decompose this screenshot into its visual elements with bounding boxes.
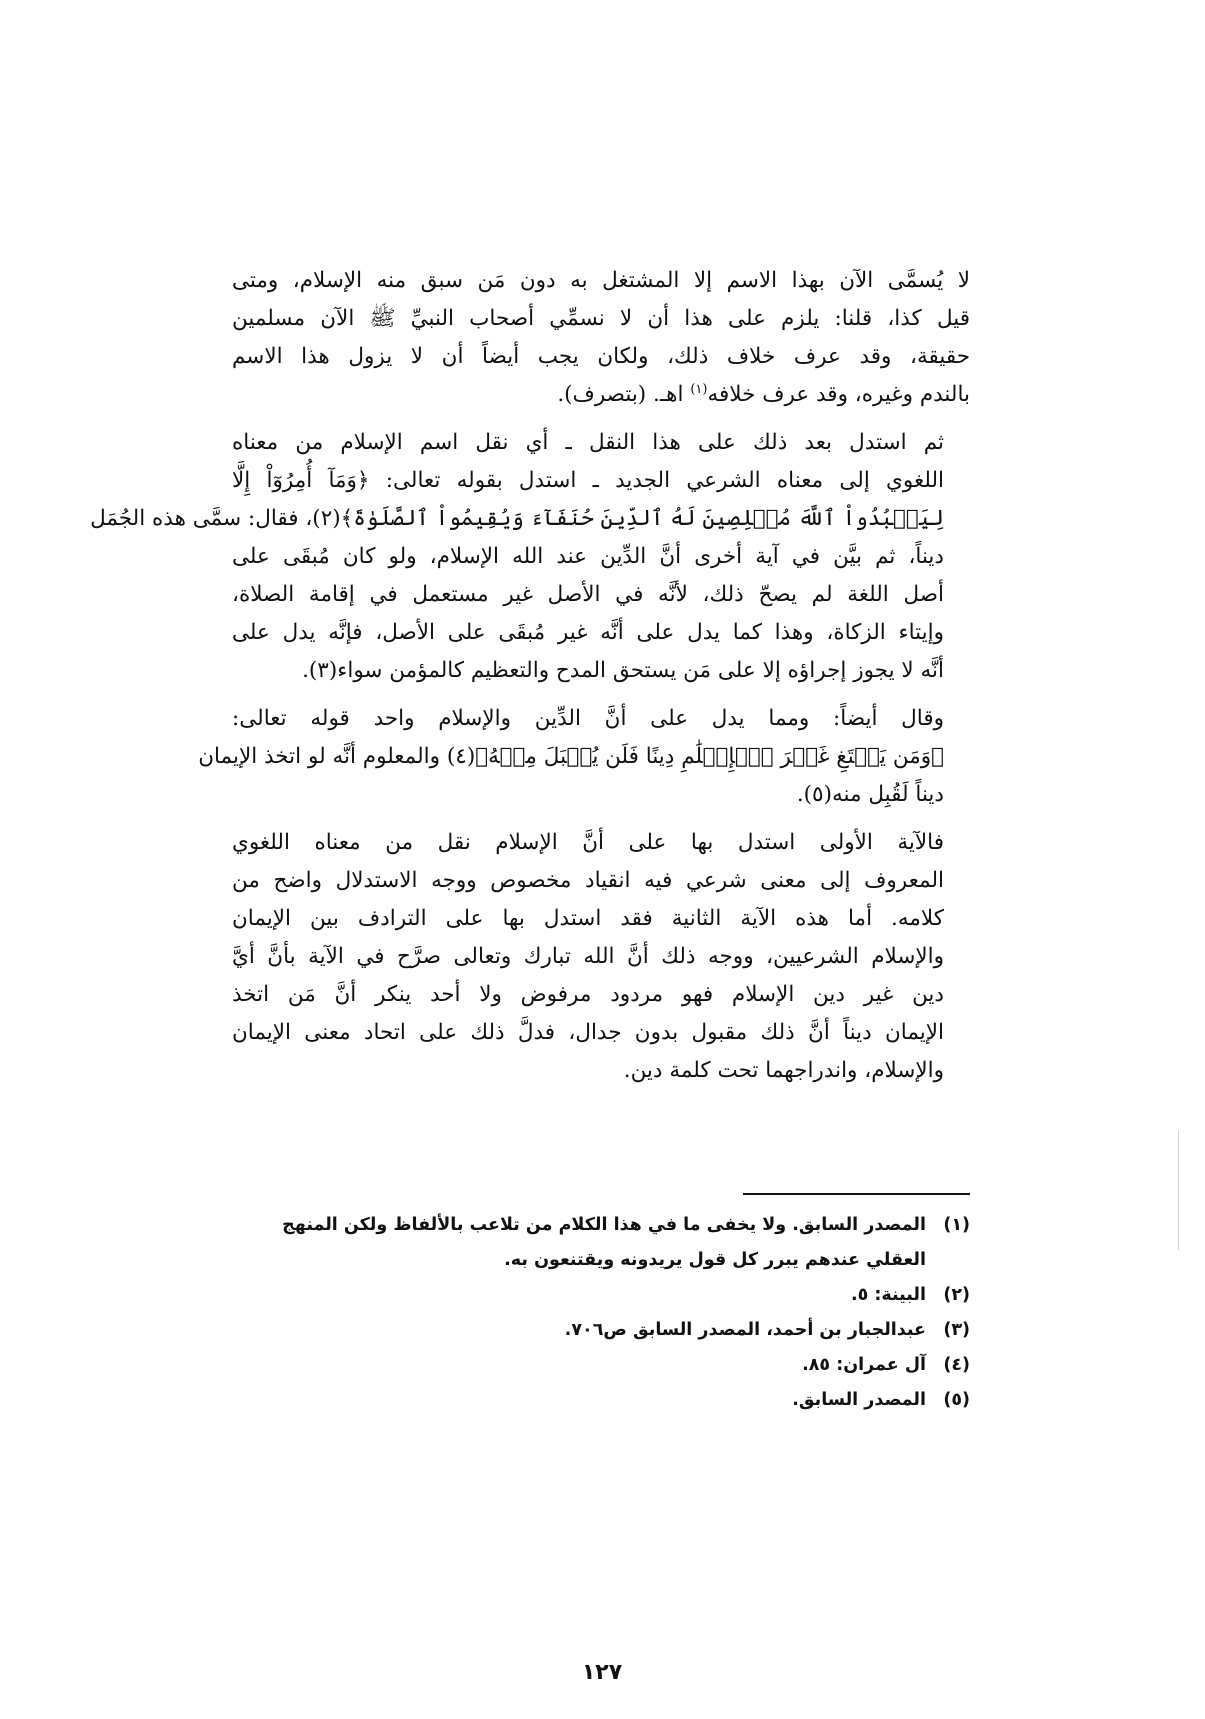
- footnote-number: (٢): [943, 1285, 970, 1305]
- footnote-text: [232, 1383, 926, 1418]
- text-line: والإسلام الشرعيين، ووجه ذلك أنَّ الله تبارك وتعالى صرَّح في الآية بأنَّ أيَّ: [232, 944, 944, 969]
- text-line: [232, 376, 970, 414]
- footnote-line: آل عمران: ٨٥.: [802, 1355, 926, 1375]
- footnote-5: [232, 1383, 970, 1418]
- main-text: [90, 262, 970, 1100]
- footnote-line: المصدر السابق. ولا يخفى ما في هذا الكلام من تلاعب بالألفاظ ولكن المنهج: [282, 1215, 926, 1235]
- text-line: ديناً، ثم بيَّن في آية أخرى أنَّ الدِّين عند الله الإسلام، ولو كان مُبقَى على: [232, 544, 944, 569]
- footnote-line: العقلي عندهم يبرر كل قول يريدونه ويقتنعون به.: [504, 1250, 926, 1270]
- footnote-3: [232, 1313, 970, 1348]
- paragraph-3: [198, 700, 970, 814]
- footnote-text: [232, 1208, 926, 1278]
- footnote-text: [232, 1348, 926, 1383]
- text-line: الإيمان ديناً أنَّ ذلك مقبول بدون جدال، فدلَّ ذلك على اتحاد معنى الإيمان: [232, 1020, 944, 1045]
- text-line: والإسلام، واندراجهما تحت كلمة دين.: [623, 1058, 944, 1083]
- text-line: قيل كذا، قلنا: يلزم على هذا أن لا نسمِّي أصحاب النبيِّ ﷺ الآن مسلمين: [232, 306, 970, 331]
- text-line: اللغوي إلى معناه الشرعي الجديد ـ استدل بقوله تعالى: ﴿وَمَآ أُمِرُوٓاْ إِلَّا: [232, 468, 944, 493]
- text-line: دين غير دين الإسلام فهو مردود مرفوض ولا أحد ينكر أنَّ مَن اتخذ: [232, 982, 944, 1007]
- text-line: كلامه. أما هذه الآية الثانية فقد استدل بها على الترادف بين الإيمان: [232, 906, 944, 931]
- footnote-separator: [743, 1193, 970, 1195]
- footnotes: [232, 1208, 970, 1418]
- footnote-2: [232, 1278, 970, 1313]
- footnote-1: [232, 1208, 970, 1278]
- text-line: وقال أيضاً: ومما يدل على أنَّ الدِّين والإسلام واحد قوله تعالى:: [232, 706, 944, 731]
- footnote-line: المصدر السابق.: [792, 1390, 926, 1410]
- footnote-line: عبدالجبار بن أحمد، المصدر السابق ص٧٠٦.: [564, 1320, 926, 1340]
- footnote-number: (٤): [943, 1355, 970, 1375]
- footnote-ref-1: (١): [690, 381, 708, 397]
- paragraph-4: [232, 824, 970, 1090]
- footnote-number: (١): [943, 1215, 970, 1235]
- paragraph-2: [90, 424, 970, 690]
- text-line: حقيقة، وقد عرف خلاف ذلك، ولكان يجب أيضاً أن لا يزول هذا الاسم: [232, 344, 970, 369]
- text-line: المعروف إلى معنى شرعي فيه انقياد مخصوص ووجه الاستدلال واضح من: [232, 868, 944, 893]
- text-line: ثم استدل بعد ذلك على هذا النقل ـ أي نقل اسم الإسلام من معناه: [232, 430, 944, 455]
- footnote-text: [232, 1278, 926, 1313]
- text-line: وإيتاء الزكاة، وهذا كما يدل على أنَّه غير مُبقَى على الأصل، فإنَّه يدل على: [232, 620, 944, 645]
- page-number: ١٢٧: [581, 1660, 623, 1685]
- text-line: فالآية الأولى استدل بها على أنَّ الإسلام نقل من معناه اللغوي: [232, 830, 944, 855]
- text-line: لِيَعۡبُدُواْ ٱللَّهَ مُخۡلِصِينَ لَهُ ٱلدِّينَ حُنَفَآءَ وَيُقِيمُواْ ٱلصَّلَوٰةَ﴾(٢)، فقال: سمَّى هذه الجُمَل: [90, 506, 944, 531]
- text-segment: اهـ. (بتصرف).: [557, 382, 691, 407]
- scan-artifact-line: [1178, 1130, 1179, 1250]
- footnote-text: [232, 1313, 926, 1348]
- footnote-number: (٥): [943, 1390, 970, 1410]
- footnote-4: [232, 1348, 970, 1383]
- text-line: أنَّه لا يجوز إجراؤه إلا على مَن يستحق المدح والتعظيم كالمؤمن سواء(٣).: [302, 658, 944, 683]
- footnote-line: البينة: ٥.: [850, 1285, 926, 1305]
- text-line: أصل اللغة لم يصحّ ذلك، لأنَّه في الأصل غير مستعمل في إقامة الصلاة،: [232, 582, 944, 607]
- paragraph-1: [232, 262, 970, 414]
- text-line: ﴿وَمَن يَبۡتَغِ غَيۡرَ ٱلۡإِسۡلَٰمِ دِينًا فَلَن يُقۡبَلَ مِنۡهُ﴾(٤) والمعلوم أنَّه لو اتخذ الإيمان: [198, 744, 944, 769]
- text-segment: بالندم وغيره، وقد عرف خلافه: [707, 382, 970, 407]
- text-line: ديناً لَقُبِل منه(٥).: [796, 782, 944, 807]
- footnote-number: (٣): [943, 1320, 970, 1340]
- text-line: لا يُسمَّى الآن بهذا الاسم إلا المشتغل به دون مَن سبق منه الإسلام، ومتى: [232, 268, 970, 293]
